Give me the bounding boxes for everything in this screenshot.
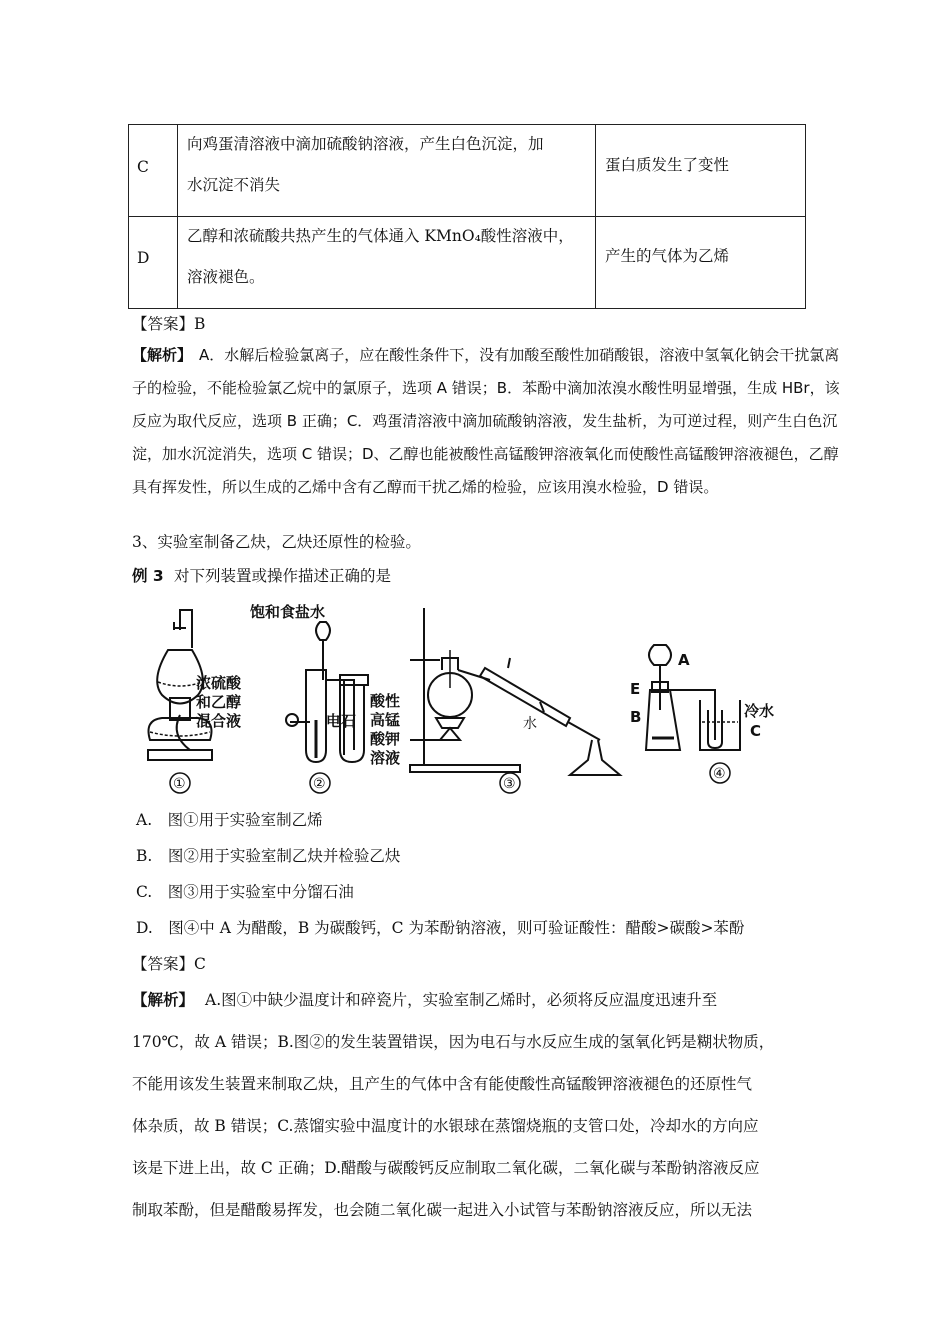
row-description: 溶液褪色。 — [187, 268, 265, 286]
fig1-label: 和乙醇 — [196, 693, 242, 711]
fig2-label: 溶液 — [370, 749, 401, 767]
fig3-apparatus — [410, 608, 620, 775]
fig2-top-label: 饱和食盐水 — [250, 603, 326, 621]
analysis-line: 子的检验，不能检验氯乙烷中的氯原子，选项 A 错误；B．苯酚中滴加浓溴水酸性明显增强，生成 HBr，该 — [132, 379, 840, 397]
answer: 【答案】C — [132, 955, 206, 973]
fig4-cold-water: 冷水 — [744, 702, 775, 720]
analysis-line: 具有挥发性，所以生成的乙烯中含有乙醇而干扰乙烯的检验，应该用溴水检验，D 错误。 — [132, 478, 719, 496]
row-description: 水沉淀不消失 — [187, 176, 281, 194]
fig2-stone: 电石 — [326, 712, 357, 730]
fig4-label-c: C — [750, 722, 762, 740]
option-b: B. 图②用于实验室制乙炔并检验乙炔 — [136, 847, 401, 865]
fig1-number: ① — [173, 776, 186, 792]
comparison-table — [128, 124, 806, 309]
fig2-label: 酸钾 — [370, 730, 401, 748]
fig1-label: 混合液 — [196, 712, 242, 730]
fig4-number: ④ — [713, 766, 726, 782]
row-description: 乙醇和浓硫酸共热产生的气体通入 KMnO₄酸性溶液中， — [187, 227, 574, 245]
analysis-line: 制取苯酚，但是醋酸易挥发，也会随二氧化碳一起进入小试管与苯酚钠溶液反应，所以无法 — [132, 1201, 753, 1219]
analysis-head: 【解析】 — [132, 346, 193, 364]
answer: 【答案】B — [132, 315, 206, 333]
analysis-line: A．水解后检验氯离子，应在酸性条件下，没有加酸至酸性加硝酸银，溶液中氢氧化钠会干扰氯离 — [199, 346, 840, 364]
apparatus-figure — [140, 600, 790, 800]
row-label: D — [137, 249, 150, 267]
fig4-label-e: E — [630, 680, 641, 698]
analysis-line: 不能用该发生装置来制取乙炔，且产生的气体中含有能使酸性高锰酸钾溶液褪色的还原性气 — [132, 1075, 753, 1093]
section-heading: 3、实验室制备乙炔，乙炔还原性的检验。 — [132, 533, 421, 551]
row-conclusion: 产生的气体为乙烯 — [605, 247, 730, 265]
example-question: 对下列装置或操作描述正确的是 — [174, 567, 392, 585]
fig2-label: 高锰 — [370, 711, 401, 729]
fig2-apparatus — [286, 622, 368, 762]
analysis-line: 体杂质，故 B 错误；C.蒸馏实验中温度计的水银球在蒸馏烧瓶的支管口处，冷却水的方向应 — [132, 1117, 759, 1135]
analysis-head: 【解析】 — [132, 991, 195, 1009]
fig2-label: 酸性 — [370, 692, 401, 710]
analysis-line: 反应为取代反应，选项 B 正确；C．鸡蛋清溶液中滴加硫酸钠溶液，发生盐析，为可逆过程，则产生白色沉 — [132, 412, 838, 430]
option-c: C. 图③用于实验室中分馏石油 — [136, 883, 354, 901]
example-label: 例 3 — [132, 567, 164, 585]
analysis-line: 170℃，故 A 错误；B.图②的发生装置错误，因为电石与水反应生成的氢氧化钙是糊状物质， — [132, 1033, 775, 1051]
fig3-water: 水 — [523, 716, 537, 732]
fig2-number: ② — [313, 776, 326, 792]
fig4-apparatus — [646, 645, 740, 750]
fig4-label-a: A — [678, 651, 690, 669]
fig3-number: ③ — [503, 776, 516, 792]
row-description: 向鸡蛋清溶液中滴加硫酸钠溶液，产生白色沉淀，加 — [187, 135, 544, 153]
fig4-label-b: B — [630, 708, 642, 726]
option-d: D. 图④中 A 为醋酸，B 为碳酸钙，C 为苯酚钠溶液，则可验证酸性：醋酸>碳酸>苯酚 — [136, 919, 745, 937]
analysis-line: A.图①中缺少温度计和碎瓷片，实验室制乙烯时，必须将反应温度迅速升至 — [205, 991, 718, 1009]
table-divider — [129, 216, 805, 217]
fig1-label: 浓硫酸 — [196, 674, 242, 692]
row-conclusion: 蛋白质发生了变性 — [605, 156, 730, 174]
row-label: C — [137, 158, 149, 176]
option-a: A. 图①用于实验室制乙烯 — [136, 811, 323, 829]
analysis-line: 该是下进上出，故 C 正确；D.醋酸与碳酸钙反应制取二氧化碳，二氧化碳与苯酚钠溶液反应 — [132, 1159, 760, 1177]
analysis-line: 淀，加水沉淀消失，选项 C 错误；D、乙醇也能被酸性高锰酸钾溶液氧化而使酸性高锰酸钾溶液褪色，乙醇 — [132, 445, 839, 463]
